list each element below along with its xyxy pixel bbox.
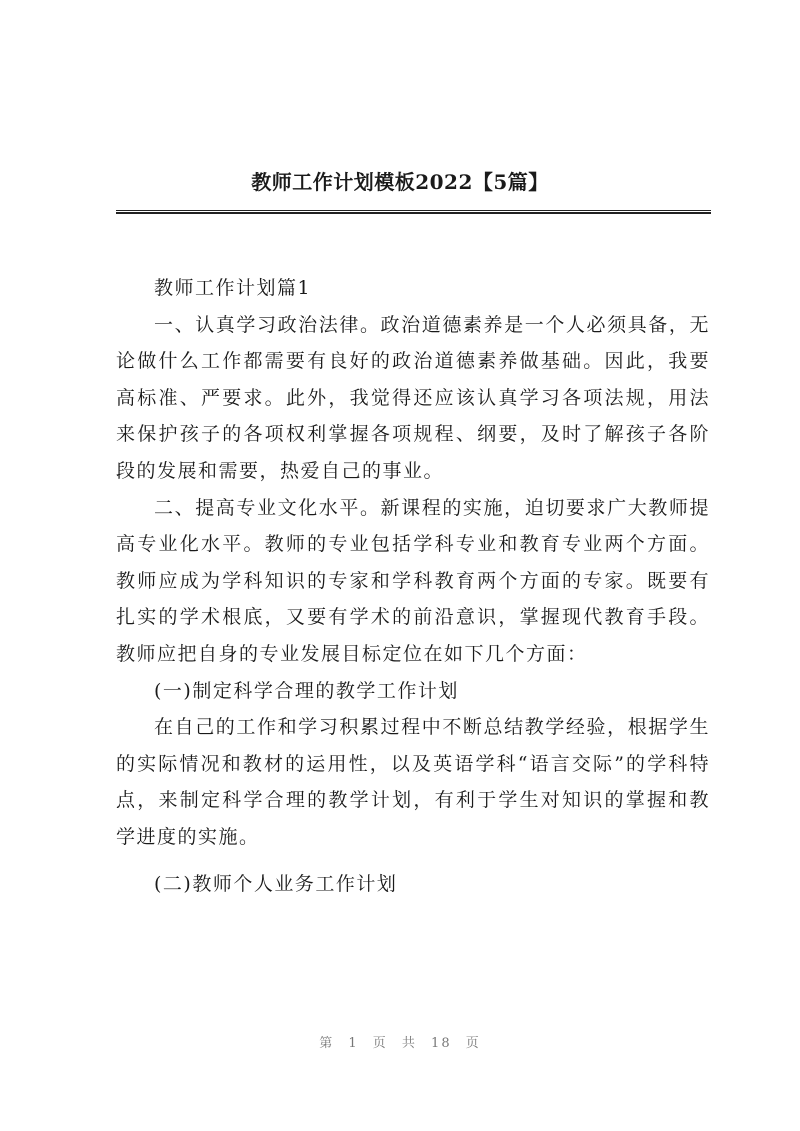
title-divider-thick	[116, 212, 711, 214]
document-body	[116, 270, 710, 902]
page-number: 第 1 页 共 18 页	[319, 1036, 481, 1051]
section-heading: 教师工作计划篇1	[154, 277, 312, 299]
subsection-heading: (一)制定科学合理的教学工作计划	[154, 679, 459, 702]
paragraph: 在自己的工作和学习积累过程中不断总结教学经验，根据学生的实际情况和教材的运用性，以及英语学科“语言交际”的学科特点，来制定科学合理的教学计划，有利于学生对知识的掌握和教学进度的实施。	[116, 716, 710, 848]
paragraph: 一、认真学习政治法律。政治道德素养是一个人必须具备，无论做什么工作都需要有良好的政治道德素养做基础。因此，我要高标准、严要求。此外，我觉得还应该认真学习各项法规，用法来保护孩子的各项权利掌握各项规程、纲要，及时了解孩子各阶段的发展和需要，热爱自己的事业。	[116, 313, 710, 482]
paragraph: 二、提高专业文化水平。新课程的实施，迫切要求广大教师提高专业化水平。教师的专业包括学科专业和教育专业两个方面。教师应成为学科知识的专家和学科教育两个方面的专家。既要有扎实的学术根底，又要有学术的前沿意识，掌握现代教育手段。教师应把自身的专业发展目标定位在如下几个方面：	[116, 496, 710, 665]
document-title: 教师工作计划模板2022【5篇】	[251, 170, 549, 194]
title-divider	[116, 210, 711, 211]
subsection-heading: (二)教师个人业务工作计划	[154, 872, 398, 895]
